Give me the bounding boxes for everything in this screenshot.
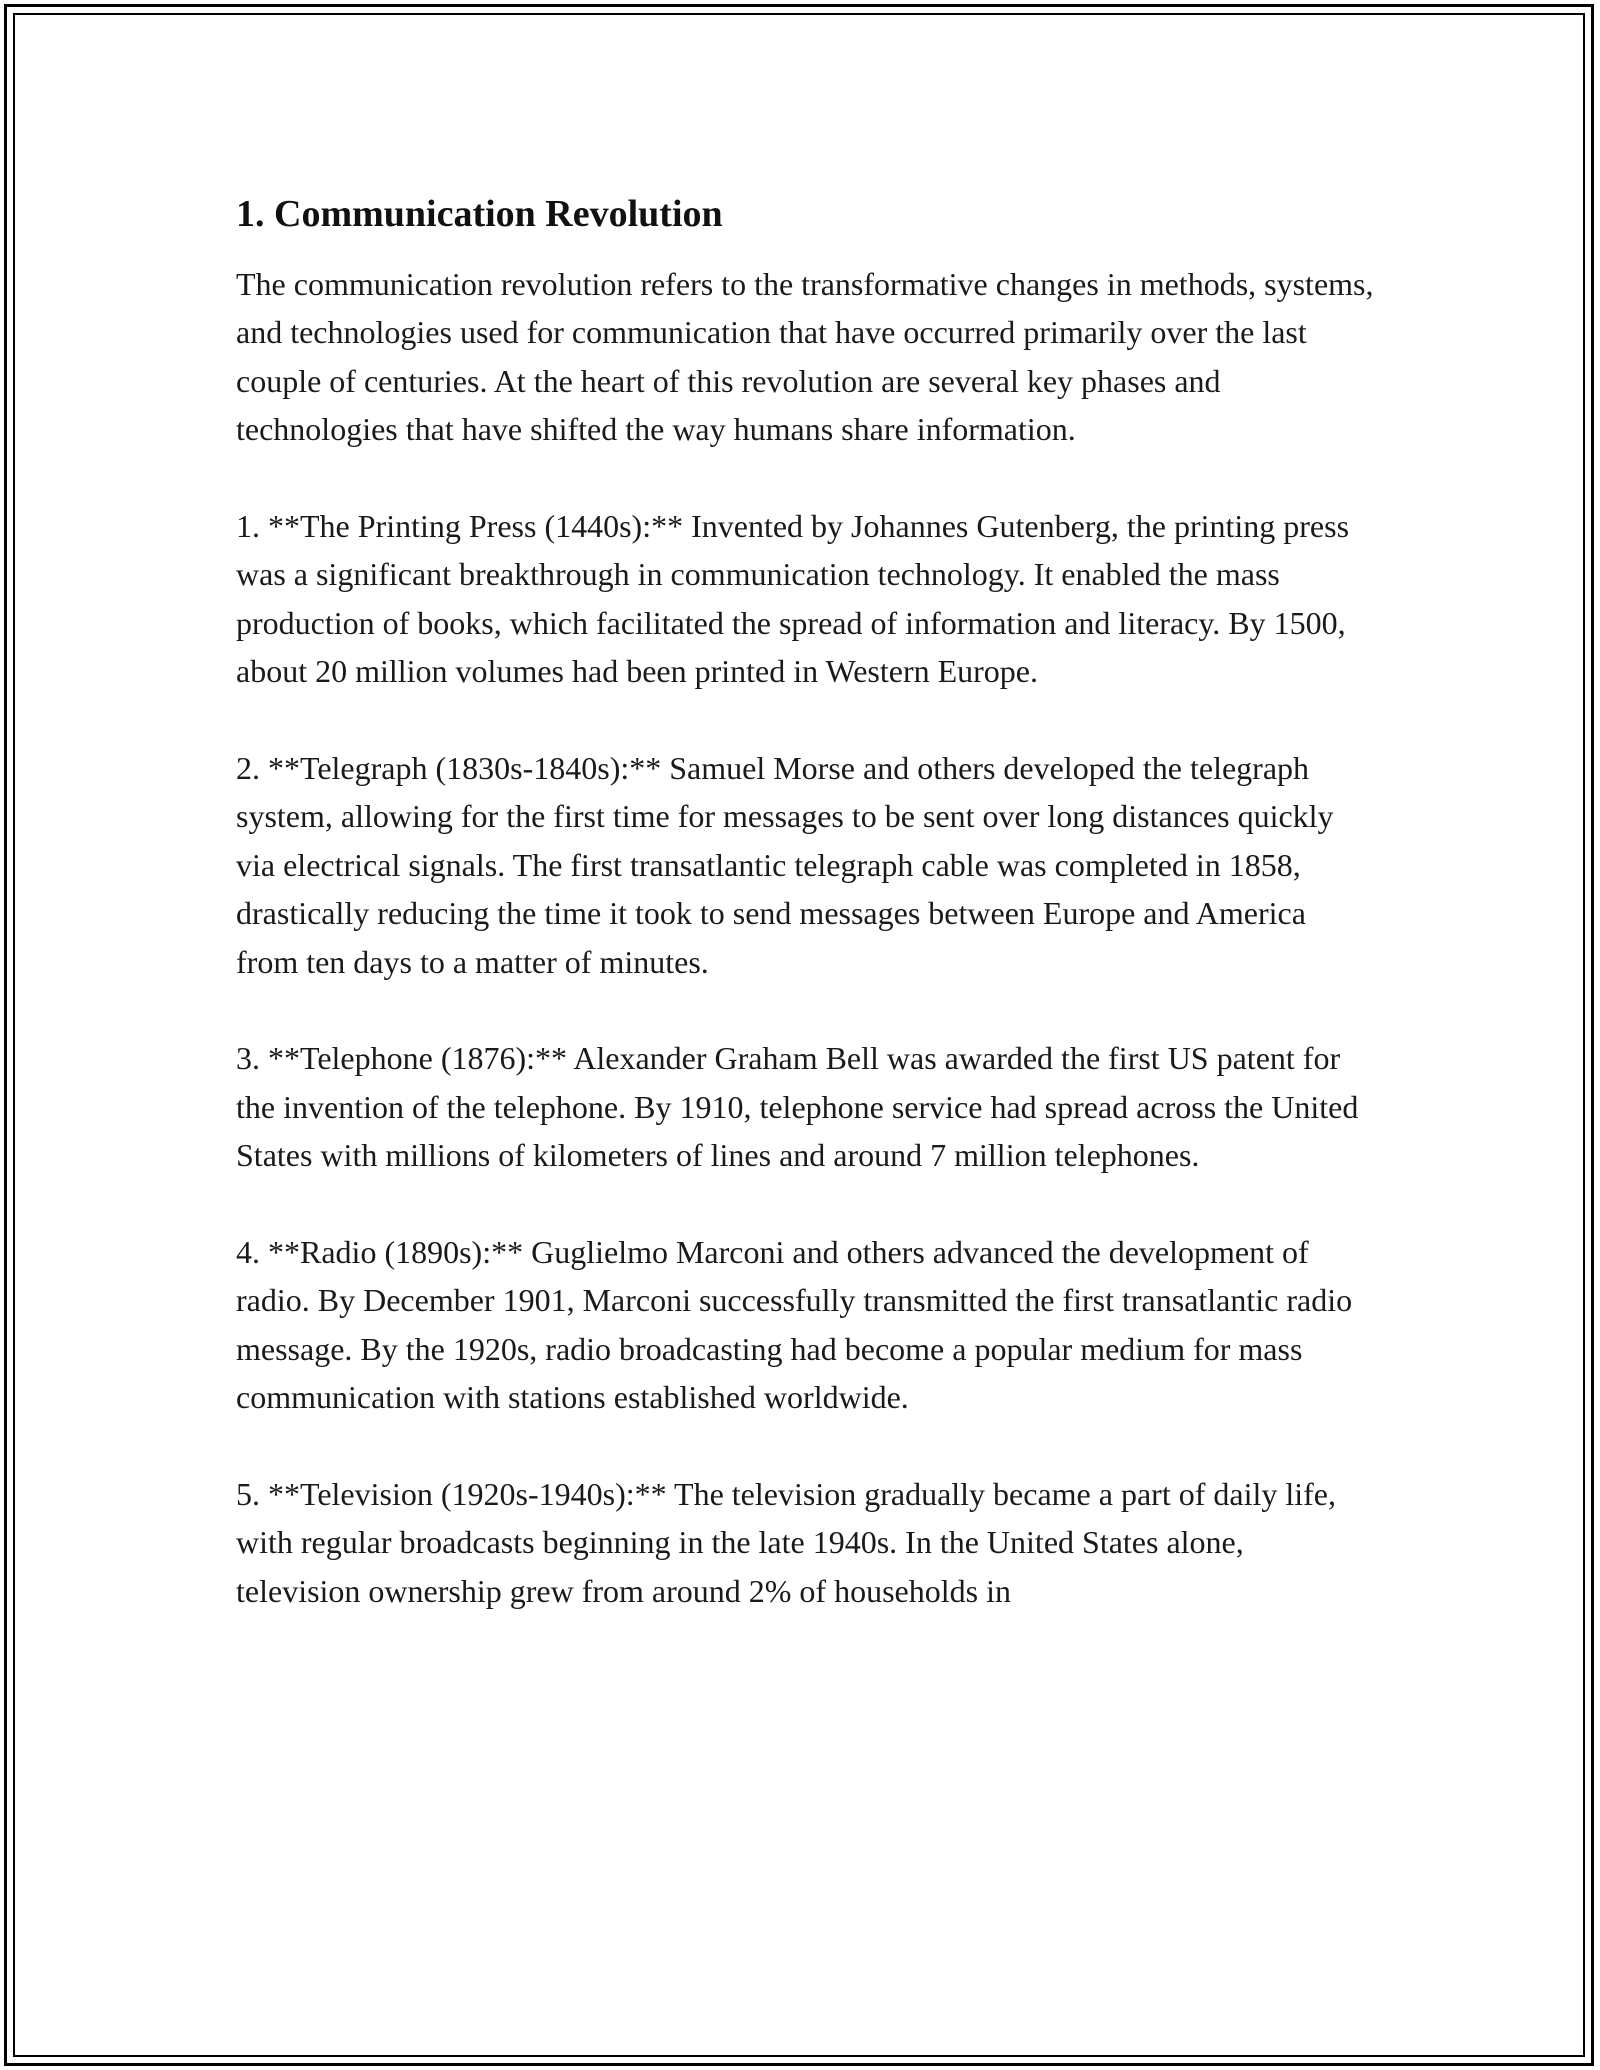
- document-body: [236, 188, 1376, 1615]
- list-item-telegraph: 2. **Telegraph (1830s-1840s):** Samuel Morse and others developed the telegraph system, allowing for the first time for messages to be sent over long distances quickly via electrical signals. The first transatlantic telegraph cable was completed in 1858, drastically reducing the time it took to send messages between Europe and America from ten days to a matter of minutes.: [236, 750, 1334, 980]
- section-heading: 1. Communication Revolution: [236, 193, 723, 235]
- list-item-television: 5. **Television (1920s-1940s):** The television gradually became a part of daily life, with regular broadcasts beginning in the late 1940s. In the United States alone, television ownership grew from around 2% of households in: [236, 1476, 1336, 1609]
- list-item-telephone: 3. **Telephone (1876):** Alexander Graham Bell was awarded the first US patent for the invention of the telephone. By 1910, telephone service had spread across the United States with millions of kilometers of lines and around 7 million telephones.: [236, 1040, 1359, 1174]
- list-item-radio: 4. **Radio (1890s):** Guglielmo Marconi and others advanced the development of radio. By December 1901, Marconi successfully transmitted the first transatlantic radio message. By the 1920s, radio broadcasting had become a popular medium for mass communication with stations established worldwide.: [236, 1234, 1353, 1416]
- intro-paragraph: The communication revolution refers to the transformative changes in methods, systems, and technologies used for communication that have occurred primarily over the last couple of centuries. At the heart of this revolution are several key phases and technologies that have shifted the way humans share information.: [236, 266, 1374, 448]
- list-item-printing-press: 1. **The Printing Press (1440s):** Invented by Johannes Gutenberg, the printing press was a significant breakthrough in communication technology. It enabled the mass production of books, which facilitated the spread of information and literacy. By 1500, about 20 million volumes had been printed in Western Europe.: [236, 508, 1350, 690]
